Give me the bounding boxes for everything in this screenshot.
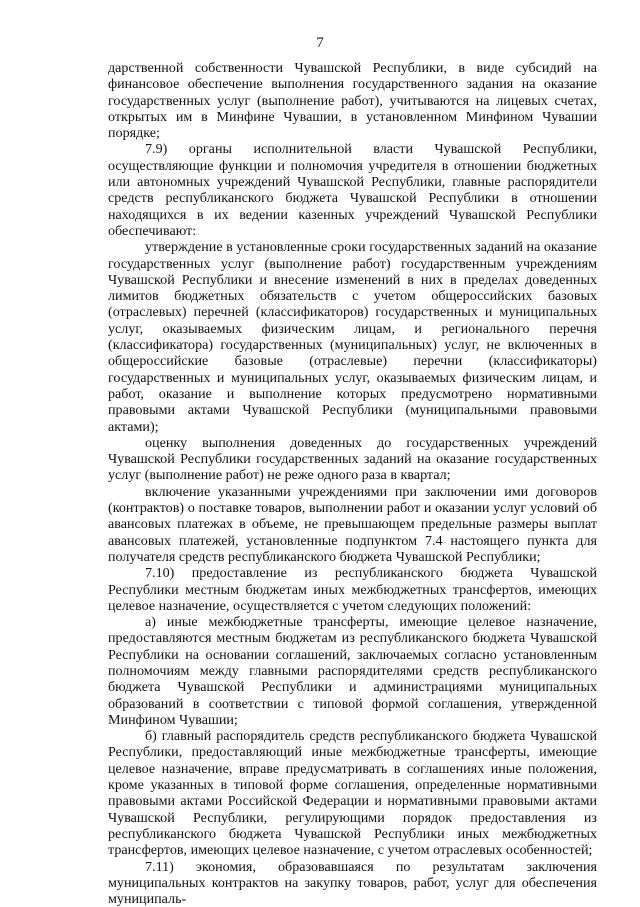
paragraph-7-10: 7.10) предоставление из республиканского бюджета Чувашской Республики местным бюджетам иных межбюджетных трансфертов, имеющих целевое назначение, осуществляется с учетом следующих положений:: [108, 565, 597, 614]
paragraph-7-9: 7.9) органы исполнительной власти Чувашской Республики, осуществляющие функции и полномочия учредителя в отношении бюджетных или автономных учреждений Чувашской Республики, главные распорядители средств республиканского бюджета Чувашской Республики в отношении находящихся в их ведении казенных учреждений Чувашской Республики обеспечивают:: [108, 141, 597, 239]
paragraph-7-10-a: а) иные межбюджетные трансферты, имеющие целевое назначение, предоставляются местным бюджетам из республиканского бюджета Чувашской Республики на основании соглашений, заключаемых согласно установленным полномочиям между главными распорядителями средств республиканского бюджета Чувашской Республики и администрациями муниципальных образований в соответствии с типовой формой соглашения, утвержденной Минфином Чувашии;: [108, 614, 597, 728]
paragraph-approval-of-tasks: утверждение в установленные сроки государственных заданий на оказание государственных услуг (выполнение работ) государственным учреждениям Чувашской Республики и внесение изменений в них в пределах доведенных лимитов бюджетных обязательств с учетом общероссийских базовых (отраслевых) перечней (классификаторов) государственных и муниципальных услуг, оказываемых физическим лицам, и регионального перечня (классификатора) государственных (муниципальных) услуг, не включенных в общероссийские базовые (отраслевые) перечни (классификаторы) государственных и муниципальных услуг, оказываемых физическим лицам, и работ, оказание и выполнение которых предусмотрено нормативными правовыми актами Чувашской Республики (муниципальными правовыми актами);: [108, 239, 597, 435]
paragraph-7-11: 7.11) экономия, образовавшаяся по результатам заключения муниципальных контрактов на закупку товаров, работ, услуг для обеспечения муниципаль-: [108, 858, 597, 907]
paragraph-continuation: дарственной собственности Чувашской Республики, в виде субсидий на финансовое обеспечение выполнения государственного задания на оказание государственных услуг (выполнение работ), учитываются на лицевых счетах, открытых им в Минфине Чувашии, в установленном Минфином Чувашии порядке;: [108, 60, 597, 142]
paragraph-evaluation: оценку выполнения доведенных до государственных учреждений Чувашской Республики государственных заданий на оказание государственных услуг (выполнение работ) не реже одного раза в квартал;: [108, 434, 597, 484]
paragraph-7-10-b: б) главный распорядитель средств республиканского бюджета Чувашской Республики, предоставляющий иные межбюджетные трансферты, имеющие целевое назначение, вправе предусматривать в соглашениях иные положения, кроме указанных в типовой форме соглашения, определенные нормативными правовыми актами Российской Федерации и нормативными правовыми актами Чувашской Республики, регулирующими порядок предоставления из республиканского бюджета Чувашской Республики иных межбюджетных трансфертов, имеющих целевое назначение, с учетом отраслевых особенностей;: [108, 728, 597, 859]
page-number: 7: [316, 35, 324, 51]
body-text: [108, 60, 597, 907]
paragraph-advance-payments: включение указанными учреждениями при заключении ими договоров (контрактов) о поставке товаров, выполнении работ и оказании услуг условий об авансовых платежах в объеме, не превышающем предельные размеры выплат авансовых платежей, установленные подпунктом 7.4 настоящего пункта для получателя средств республиканского бюджета Чувашской Республики;: [108, 483, 597, 565]
